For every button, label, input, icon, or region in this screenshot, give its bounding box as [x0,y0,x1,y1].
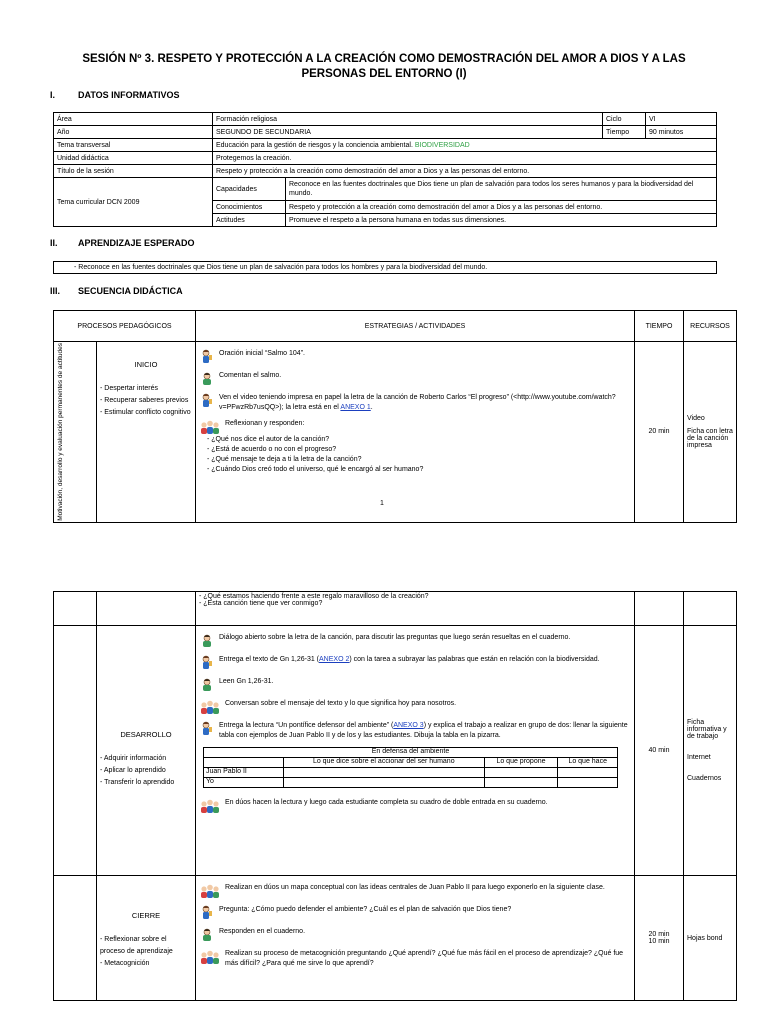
group-icon [199,949,221,965]
activity-row: En dúos hacen la lectura y luego cada estudiante completa su cuadro de doble entrada en su cuaderno. [199,798,631,814]
info-value: Respeto y protección a la creación como demostración del amor a Dios y a las personas del entorno. [286,201,717,214]
activity-row: Realizan en dúos un mapa conceptual con las ideas centrales de Juan Pablo II para luego exponerlo en la siguiente clase. [199,883,631,899]
process-item: - Aplicar lo aprendido [100,766,166,774]
cierre-activities [196,876,635,1001]
inicio-activities [196,342,635,523]
activity-row: Realizan su proceso de metacognición preguntando ¿Qué aprendí? ¿Qué fue más fácil en el proceso de aprendizaje? ¿Qué fue más difícil? ¿Para qué me sirve lo que aprendí? [199,949,631,969]
teacher-icon [199,393,215,409]
cierre-recursos: Hojas bond [684,876,737,1001]
aprendizaje-box: - Reconoce en las fuentes doctrinales que Dios tiene un plan de salvación para todos los hombres y para la biodiversidad del mundo. [53,261,717,274]
question: - ¿Cuándo Dios creó todo el universo, qué le encargó al ser humano? [207,466,424,473]
recurso: Ficha informativa y de trabajo [687,719,727,740]
section-heading-3: III. SECUENCIA DIDÁCTICA [50,286,183,296]
activity-row: Responden en el cuaderno. [199,927,631,943]
student-icon [199,371,215,387]
group-icon [199,699,221,715]
info-label: Año [54,126,213,139]
section-heading-2: II. APRENDIZAJE ESPERADO [50,238,195,248]
ambiente-row-label: Yo [204,778,284,788]
info-value: 90 minutos [646,126,717,139]
biodiversidad-tag: BIODIVERSIDAD [414,141,470,149]
group-icon [199,419,221,435]
info-label: Actitudes [213,214,286,227]
group-icon [199,883,221,899]
cierre-process-cell [97,876,196,1001]
ambiente-col-header: Lo que dice sobre el accionar del ser humano [284,758,485,768]
vertical-label: Motivación, desarrollo y evaluación permanentes de actitudes [57,343,64,521]
info-label: Unidad didáctica [54,152,213,165]
page-gap [0,530,768,588]
ambiente-table-title: En defensa del ambiente [204,748,618,758]
group-icon [199,798,221,814]
anexo-3-link[interactable]: ANEXO 3 [393,722,424,729]
activity-row: Pregunta: ¿Cómo puedo defender el ambiente? ¿Cuál es el plan de salvación que Dios tiene? [199,905,631,921]
cierre-tiempo: 20 min 10 min [635,876,684,1001]
recurso: Ficha con letra de la canción impresa [687,427,733,449]
info-label: Área [54,113,213,126]
desarrollo-process-cell [97,626,196,876]
process-item: - Estimular conflicto cognitivo [100,409,191,416]
anexo-2-link[interactable]: ANEXO 2 [319,656,350,663]
info-label: Tiempo [603,126,646,139]
activity-row: Entrega la lectura “Un pontífice defensor del ambiente” (ANEXO 3) y explica el trabajo a realizar en grupo de dos: llenar la siguiente tabla con ejemplos de Juan Pablo II y de los y las estudiantes. Dibuja la tabla en la pizarra. [199,721,631,741]
question: - ¿Esta canción tiene que ver conmigo? [199,600,323,607]
info-label: Capacidades [213,178,286,201]
teacher-icon [199,721,215,737]
info-table [53,112,717,227]
info-value: Educación para la gestión de riesgos y la conciencia ambiental. BIODIVERSIDAD [213,139,717,152]
info-value: Respeto y protección a la creación como demostración del amor a Dios y a las personas del entorno. [213,165,717,178]
ambiente-table [203,747,618,788]
info-label: Título de la sesión [54,165,213,178]
inicio-tiempo: 20 min [635,342,684,523]
recurso: Cuadernos [687,775,722,782]
desarrollo-activities [196,626,635,876]
question: - ¿Qué nos dice el autor de la canción? [207,436,330,443]
teacher-icon [199,349,215,365]
activity-row: Conversan sobre el mensaje del texto y lo que significa hoy para nosotros. [199,699,631,715]
activity-row: Ven el video teniendo impresa en papel la letra de la canción de Roberto Carlos “El progreso” (<http://www.youtube.com/watch?v=PFwzRb7usQQ>); la letra está en el ANEXO 1. [199,393,631,413]
info-label: Ciclo [603,113,646,126]
activity-row: Oración inicial “Salmo 104”. [199,349,631,365]
ambiente-col-header: Lo que propone [484,758,558,768]
header-recursos: RECURSOS [684,311,737,342]
page-number: 1 [380,500,384,507]
student-icon [199,633,215,649]
process-item: - Reflexionar sobre el proceso de aprendizaje [100,936,173,955]
inicio-continued [196,592,635,626]
process-item: - Recuperar saberes previos [100,397,189,404]
info-value: VI [646,113,717,126]
vertical-cell [54,342,97,523]
phase-desarrollo: DESARROLLO [120,729,172,739]
info-value: Formación religiosa [213,113,603,126]
desarrollo-recursos [684,626,737,876]
ambiente-col-header: Lo que hace [558,758,618,768]
info-label: Tema transversal [54,139,213,152]
sequence-table-1 [53,310,737,523]
section-number: I. [50,90,56,100]
info-label: Conocimientos [213,201,286,214]
question: - ¿Está de acuerdo o no con el progreso? [207,446,337,453]
header-procesos: PROCESOS PEDAGÓGICOS [54,311,196,342]
process-item: - Despertar interés [100,385,158,392]
inicio-recursos [684,342,737,523]
activity-row: Entrega el texto de Gn 1,26-31 (ANEXO 2) con la tarea a subrayar las palabras que están en relación con la biodiversidad. [199,655,631,671]
teacher-icon [199,905,215,921]
question: - ¿Qué estamos haciendo frente a este regalo maravilloso de la creación? [199,593,429,600]
student-icon [199,927,215,943]
desarrollo-tiempo: 40 min [635,626,684,876]
info-value: Reconoce en las fuentes doctrinales que Dios tiene un plan de salvación para todos los seres humanos y para la biodiversidad del mundo. [286,178,717,201]
info-label: Tema curricular DCN 2009 [54,178,213,227]
recurso: Internet [687,754,711,761]
section-heading-1 [50,90,180,100]
teacher-icon [199,655,215,671]
student-icon [199,677,215,693]
anexo-1-link[interactable]: ANEXO 1 [340,404,371,411]
page-title: SESIÓN Nº 3. RESPETO Y PROTECCIÓN A LA CREACIÓN COMO DEMOSTRACIÓN DEL AMOR A DIOS Y A LAS PERSONAS DEL ENTORNO (I) [82,53,686,80]
header-tiempo: TIEMPO [635,311,684,342]
process-item: - Transferir lo aprendido [100,778,175,786]
process-item: - Adquirir información [100,754,167,762]
activity-row: Diálogo abierto sobre la letra de la canción, para discutir las preguntas que luego serán resueltas en el cuaderno. [199,633,631,649]
activity-row: Comentan el salmo. [199,371,631,387]
info-value: SEGUNDO DE SECUNDARIA [213,126,603,139]
recurso: Video [687,414,705,422]
activity-row: Reflexionan y responden: [199,419,631,435]
page-2 [0,588,768,1024]
inicio-process-cell [97,342,196,523]
phase-cierre: CIERRE [131,911,161,920]
sequence-table-2 [53,591,737,1001]
ambiente-row-label: Juan Pablo II [204,768,284,778]
info-value: Protegemos la creación. [213,152,717,165]
activity-row: Leen Gn 1,26-31. [199,677,631,693]
phase-inicio: INICIO [134,360,158,369]
process-item: - Metacognición [100,960,150,967]
section-label: DATOS INFORMATIVOS [78,90,180,100]
info-value: Promueve el respeto a la persona humana en todas sus dimensiones. [286,214,717,227]
question: - ¿Qué mensaje te deja a ti la letra de la canción? [207,456,362,463]
header-estrategias: ESTRATEGIAS / ACTIVIDADES [196,311,635,342]
